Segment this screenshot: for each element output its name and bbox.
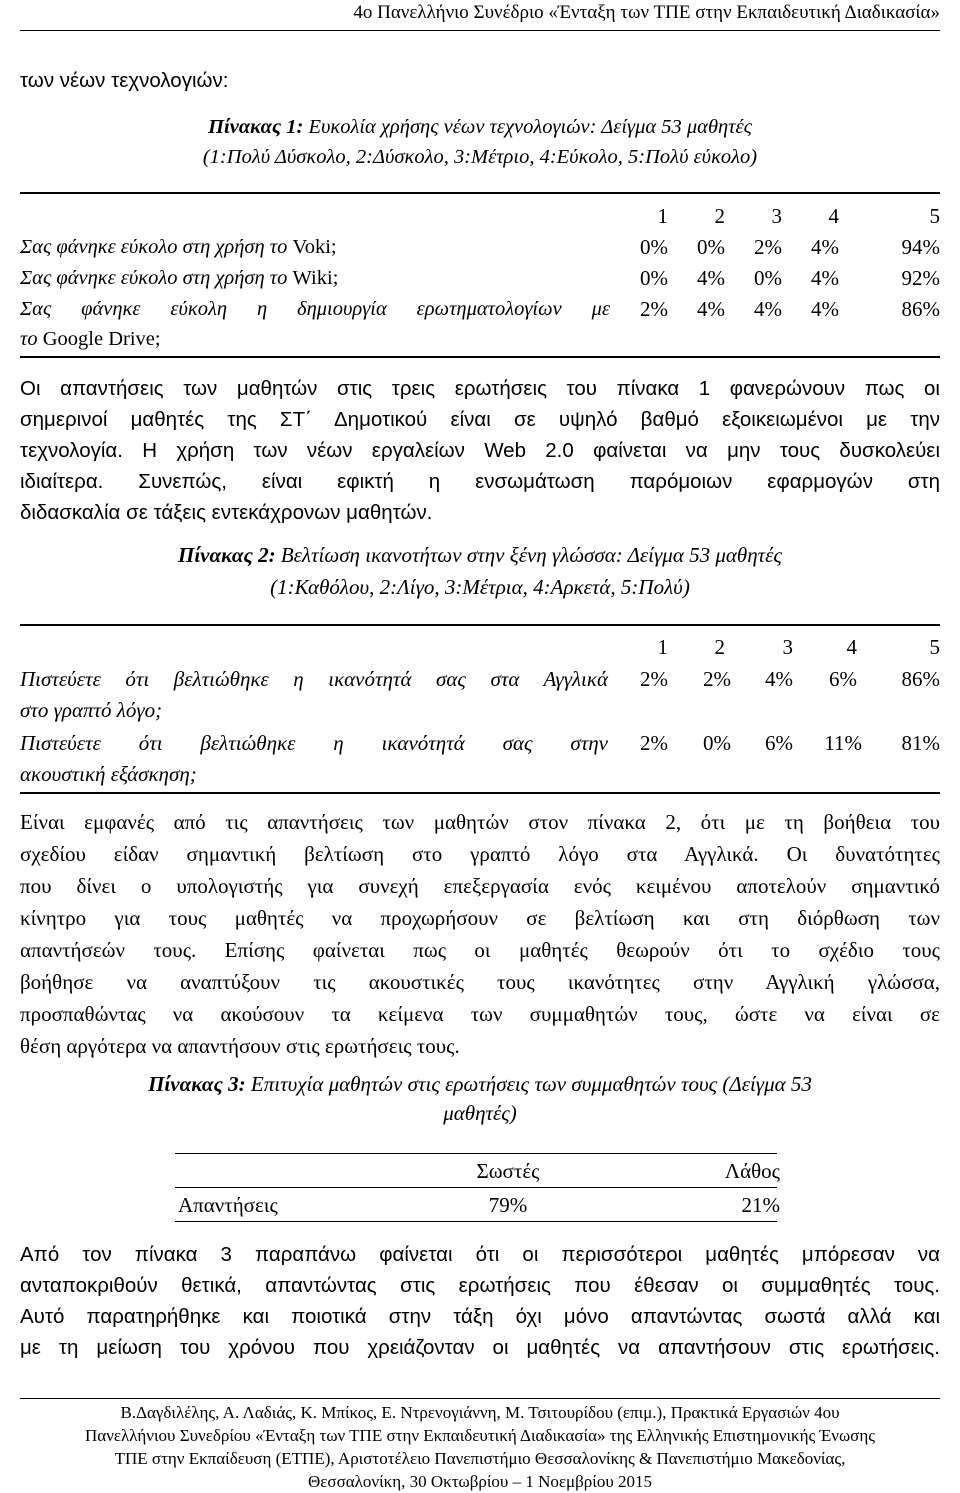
footer-line2: Πανελλήνιου Συνεδρίου «Ένταξη των ΤΠΕ στην Εκπαιδευτική Διαδικασία» της Ελληνικής Επιστημονικής Ένωσης xyxy=(85,1426,875,1445)
table2-r1-c5: 86% xyxy=(901,667,940,691)
table1-row2-question xyxy=(20,263,610,293)
table2-scale: (1:Καθόλου, 2:Λίγο, 3:Μέτρια, 4:Αρκετά, 5:Πολύ) xyxy=(270,575,690,599)
table-row xyxy=(0,263,960,294)
para2-line5: απαντήσεών τους. Επίσης φαίνεται πως οι μαθητές θεωρούν ότι το σχέδιο τους xyxy=(20,938,940,962)
table2-r1-c2: 2% xyxy=(703,667,731,691)
table3-row-label: Απαντήσεις xyxy=(178,1193,278,1217)
table2-caption-text: Βελτίωση ικανοτήτων στην ξένη γλώσσα: Δείγμα 53 μαθητές xyxy=(275,543,782,567)
table2-bottom-rule xyxy=(20,792,940,794)
table3-correct-value: 79% xyxy=(488,1193,528,1217)
table3-col-correct: Σωστές xyxy=(476,1159,540,1183)
table-row xyxy=(0,232,960,263)
table1-row3-question-tool: Google Drive; xyxy=(42,328,161,350)
table3-col-wrong: Λάθος xyxy=(724,1159,780,1183)
table1-r3-c5: 86% xyxy=(901,297,940,321)
table1-row1-question-text: Σας φάνηκε εύκολο στη χρήση το xyxy=(20,236,293,258)
table3-mid-rule xyxy=(175,1187,777,1188)
table1-col-5: 5 xyxy=(929,204,940,228)
table2-header-row xyxy=(0,632,960,663)
table1-row3-question-cont-text: το xyxy=(20,328,43,350)
running-header: 4ο Πανελλήνιο Συνέδριο «Ένταξη των ΤΠΕ στην Εκπαιδευτική Διαδικασία» xyxy=(20,0,940,31)
table2-col-5: 5 xyxy=(929,635,940,659)
table1-r2-c3: 0% xyxy=(754,266,782,290)
table-row xyxy=(0,664,960,726)
table1-row2-question-tool: Wiki; xyxy=(292,267,339,289)
para3-line1: Από τον πίνακα 3 παραπάνω φαίνεται ότι οι περισσότεροι μαθητές μπόρεσαν να xyxy=(20,1243,940,1266)
table2-row2-question: Πιστεύετε ότι βελτιώθηκε η ικανότητά σας στην xyxy=(20,731,608,755)
para1-line3: τεχνολογία. Η χρήση των νέων εργαλείων Web 2.0 φαίνεται να μην τους δυσκολεύει xyxy=(20,439,940,462)
table1-col-2: 2 xyxy=(714,204,725,228)
table-row xyxy=(0,728,960,790)
table3-caption-text: Επιτυχία μαθητών στις ερωτήσεις των συμμαθητών τους (Δείγμα 53 xyxy=(245,1072,812,1096)
table2-r2-c1: 2% xyxy=(640,731,668,755)
table1-r3-c1: 2% xyxy=(640,297,668,321)
para2-line2: σχεδίου είδαν σημαντική βελτίωση στο γραπτό λόγο στα Αγγλικά. Οι δυνατότητες xyxy=(20,842,940,866)
table1-r2-c2: 4% xyxy=(697,266,725,290)
table1-r2-c1: 0% xyxy=(640,266,668,290)
table1-r3-c4: 4% xyxy=(811,297,839,321)
table3-wrong-value: 21% xyxy=(741,1193,780,1217)
table2-r2-c4: 11% xyxy=(824,731,862,755)
table3-caption-cont: μαθητές) xyxy=(443,1101,517,1125)
table1-row3-question: Σας φάνηκε εύκολη η δημιουργία ερωτηματολογίων με xyxy=(20,298,610,320)
table1-r1-c4: 4% xyxy=(811,235,839,259)
table1-r3-c3: 4% xyxy=(754,297,782,321)
para2-line6: βοήθησε να αναπτύξουν τις ακουστικές τους ικανότητες στην Αγγλική γλώσσα, xyxy=(20,970,940,994)
table1-r3-c2: 4% xyxy=(697,297,725,321)
para3-line2: ανταποκριθούν θετικά, απαντώντας στις ερωτήσεις που έθεσαν οι συμμαθητές τους. xyxy=(20,1274,940,1297)
table1-r2-c4: 4% xyxy=(811,266,839,290)
footer-line1: Β.Δαγδιλέλης, Α. Λαδιάς, Κ. Μπίκος, Ε. Ντρενογιάννη, Μ. Τσιτουρίδου (επιμ.), Πρακτικά Εργασιών 4ου xyxy=(120,1403,840,1422)
table2-top-rule xyxy=(20,624,940,626)
table2-r2-c3: 6% xyxy=(765,731,793,755)
table1-caption-text: Ευκολία χρήσης νέων τεχνολογιών: Δείγμα 53 μαθητές xyxy=(303,116,752,138)
table2-col-2: 2 xyxy=(714,635,725,659)
table1-col-3: 3 xyxy=(771,204,782,228)
table1-row1-question xyxy=(20,232,610,262)
para1-line5: διδασκαλία σε τάξεις εντεκάχρονων μαθητών. xyxy=(20,501,433,524)
table-row xyxy=(0,294,960,356)
table1-r1-c2: 0% xyxy=(697,235,725,259)
para2-line1: Είναι εμφανές από τις απαντήσεις των μαθητών στον πίνακα 2, ότι με τη βοήθεια του xyxy=(20,810,940,834)
table2-r2-c5: 81% xyxy=(901,731,940,755)
table1-col-1: 1 xyxy=(657,204,668,228)
table2-row1-question: Πιστεύετε ότι βελτιώθηκε η ικανότητά σας στα Αγγλικά xyxy=(20,667,608,691)
table1-r1-c1: 0% xyxy=(640,235,668,259)
table3-caption-label: Πίνακας 3: xyxy=(148,1072,246,1096)
table2-r2-c2: 0% xyxy=(703,731,731,755)
table1-top-rule xyxy=(20,192,940,194)
table1-r2-c5: 92% xyxy=(901,266,940,290)
para3-line3: Αυτό παρατηρήθηκε και ποιοτικά στην τάξη όχι μόνο απαντώντας σωστά αλλά και xyxy=(20,1305,940,1328)
table2-caption xyxy=(20,540,940,570)
para2-line3: που δίνει ο υπολογιστής για συνεχή επεξεργασία ενός κειμένου αποτελούν σημαντικό xyxy=(20,874,940,898)
table3-bottom-rule xyxy=(175,1221,777,1222)
table-row xyxy=(0,1190,960,1221)
footer-line3: ΤΠΕ στην Εκπαίδευση (ΕΤΠΕ), Αριστοτέλειο Πανεπιστήμιο Θεσσαλονίκης & Πανεπιστήμιο Μακεδονίας, xyxy=(114,1449,846,1468)
table2-col-1: 1 xyxy=(657,635,668,659)
table2-row2-question-cont: ακουστική εξάσκηση; xyxy=(20,762,197,786)
table2-r1-c4: 6% xyxy=(829,667,857,691)
table3-top-rule xyxy=(175,1153,777,1154)
table3-header-row xyxy=(0,1156,960,1187)
para2-line8: θέση αργότερα να απαντήσουν στις ερωτήσεις τους. xyxy=(20,1034,460,1058)
table2-r1-c3: 4% xyxy=(765,667,793,691)
table1-caption xyxy=(20,112,940,142)
para2-line4: κίνητρο για τους μαθητές να προχωρήσουν σε βελτίωση και στη διόρθωση των xyxy=(20,906,940,930)
table1-col-4: 4 xyxy=(828,204,839,228)
table1-r1-c3: 2% xyxy=(754,235,782,259)
table3-caption xyxy=(20,1069,940,1099)
table2-caption-label: Πίνακας 2: xyxy=(178,543,276,567)
table2-row1-question-cont: στο γραπτό λόγο; xyxy=(20,698,163,722)
table1-r1-c5: 94% xyxy=(901,235,940,259)
para1-line4: ιδιαίτερα. Συνεπώς, είναι εφικτή η ενσωμάτωση παρόμοιων εφαρμογών στη xyxy=(20,470,940,493)
table2-col-4: 4 xyxy=(846,635,857,659)
table1-row2-question-text: Σας φάνηκε εύκολο στη χρήση το xyxy=(20,267,293,289)
para1-line1: Οι απαντήσεις των μαθητών στις τρεις ερωτήσεις του πίνακα 1 φανερώνουν πως οι xyxy=(20,377,940,400)
table1-caption-label: Πίνακας 1: xyxy=(208,116,304,138)
page-footer xyxy=(20,1398,940,1493)
table1-bottom-rule xyxy=(20,356,940,358)
para3-line4: με τη μείωση του χρόνου που χρειάζονταν οι μαθητές να απαντήσουν στις ερωτήσεις. xyxy=(20,1336,940,1359)
table1-header-row xyxy=(0,201,960,232)
table1-row1-question-tool: Voki; xyxy=(292,236,337,258)
para1-line2: σημερινοί μαθητές της ΣΤ΄ Δημοτικού είναι σε υψηλό βαθμό εξοικειωμένοι με την xyxy=(20,408,940,431)
table2-r1-c1: 2% xyxy=(640,667,668,691)
table1-scale: (1:Πολύ Δύσκολο, 2:Δύσκολο, 3:Μέτριο, 4:Εύκολο, 5:Πολύ εύκολο) xyxy=(202,146,758,168)
footer-line4: Θεσσαλονίκη, 30 Οκτωβρίου – 1 Νοεμβρίου 2015 xyxy=(307,1472,652,1491)
table1-row3-question-cont xyxy=(20,324,610,354)
table2-col-3: 3 xyxy=(782,635,793,659)
intro-line: των νέων τεχνολογιών: xyxy=(20,69,229,92)
para2-line7: προσπαθώντας να ακούσουν τα κείμενα των συμμαθητών τους, ώστε να είναι σε xyxy=(20,1002,940,1026)
